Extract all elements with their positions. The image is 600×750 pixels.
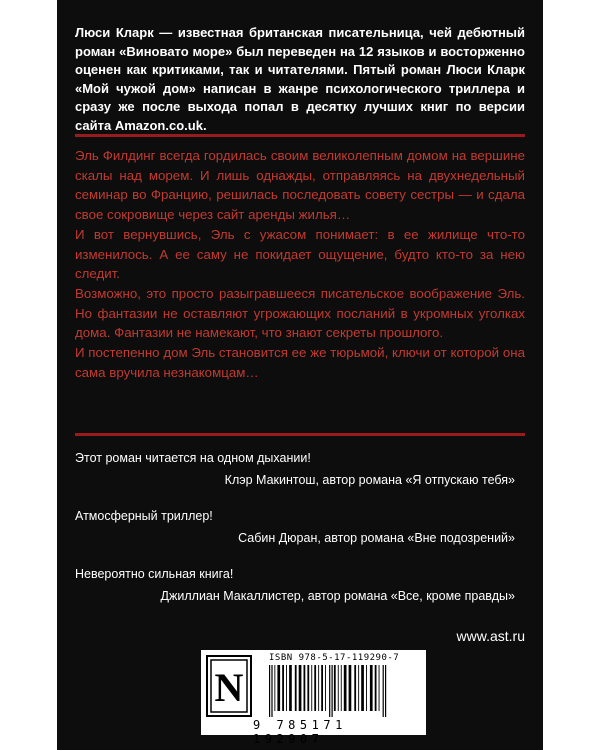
barcode-bar: [286, 665, 287, 711]
quote-author: Джиллиан Макаллистер, автор романа «Все, кроме правды»: [160, 589, 515, 603]
barcode-bar: [332, 665, 333, 717]
barcode-bar: [299, 665, 302, 711]
barcode-bar: [341, 665, 342, 711]
barcode-bar: [375, 665, 377, 711]
synopsis-paragraph: Возможно, это просто разыгравшееся писательское воображение Эль. Но фантазии не оставляют угрожающих посланий в укромных уголках дома. Фантазии не намекают, что знают секреты прошлого.: [75, 285, 525, 341]
barcode-bar: [383, 665, 384, 717]
isbn-number: ISBN 978-5-17-119290-7: [269, 653, 400, 663]
barcode-bar: [344, 665, 347, 711]
review-quote: [75, 509, 525, 564]
isbn-barcode-block: [201, 650, 426, 746]
barcode-bar: [349, 665, 352, 711]
review-quote: [75, 567, 525, 622]
synopsis: [75, 146, 525, 382]
barcode-digits: 9 785171 192907: [253, 718, 347, 746]
quote-text: Атмосферный триллер!: [75, 509, 213, 523]
publisher-logo-letter: N: [214, 665, 244, 710]
review-quote: [75, 451, 525, 506]
barcode-bar: [311, 665, 312, 711]
barcode-bar: [271, 665, 272, 717]
barcode-bars: [269, 665, 419, 717]
quote-text: Невероятно сильная книга!: [75, 567, 234, 581]
divider-top: [75, 134, 525, 137]
barcode-bar: [277, 665, 280, 711]
barcode-bar: [325, 665, 326, 711]
barcode-bar: [366, 665, 367, 711]
barcode-bar: [269, 665, 270, 717]
barcode-bar: [338, 665, 339, 711]
synopsis-paragraph: И постепенно дом Эль становится ее же тюрьмой, ключи от которой она сама вручила незнакомцам…: [75, 345, 525, 380]
barcode-bar: [314, 665, 316, 711]
quote-author: Клэр Макинтош, автор романа «Я отпускаю тебя»: [224, 473, 515, 487]
publisher-website: www.ast.ru: [456, 628, 525, 644]
back-cover: [57, 0, 543, 750]
barcode-bar: [361, 665, 364, 711]
divider-bottom: [75, 433, 525, 436]
barcode-bar: [321, 665, 323, 711]
barcode-bar: [307, 665, 309, 711]
barcode-bar: [370, 665, 373, 711]
quote-text: Этот роман читается на одном дыхании!: [75, 451, 311, 465]
review-quotes: [75, 451, 525, 625]
author-bio: Люси Кларк — известная британская писательница, чей дебютный роман «Виновато море» был переведен на 12 языков и восторженно оценен как критиками, так и читателями. Пятый роман Люси Кларк «Мой чужой дом» написан в жанре психологического триллера и сразу же после выхода попал в десятку лучших книг по версии сайта Amazon.co.uk.: [75, 25, 525, 133]
barcode-bar: [334, 665, 336, 711]
barcode-bar: [274, 665, 275, 711]
barcode-bar: [282, 665, 284, 711]
barcode-bar: [289, 665, 292, 711]
publisher-logo-icon: [206, 655, 252, 717]
barcode-bar: [318, 665, 319, 711]
barcode-bar: [329, 665, 330, 717]
barcode-bar: [295, 665, 297, 711]
synopsis-paragraph: И вот вернувшись, Эль с ужасом понимает: в ее жилище что-то изменилось. А ее саму не покидает ощущение, будто кто-то за нею следит.: [75, 226, 525, 282]
quote-author: Сабин Дюран, автор романа «Вне подозрений»: [238, 531, 515, 545]
barcode-bar: [354, 665, 356, 711]
barcode-bar: [304, 665, 306, 711]
barcode-bar: [385, 665, 386, 717]
barcode-bar: [379, 665, 380, 711]
barcode-bar: [358, 665, 359, 711]
synopsis-paragraph: Эль Филдинг всегда гордилась своим великолепным домом на вершине скалы над морем. И лишь однажды, отправляясь на двухнедельный семинар во Францию, решилась последовать совету сестры — и сдала свое сокровище через сайт аренды жилья…: [75, 148, 525, 223]
